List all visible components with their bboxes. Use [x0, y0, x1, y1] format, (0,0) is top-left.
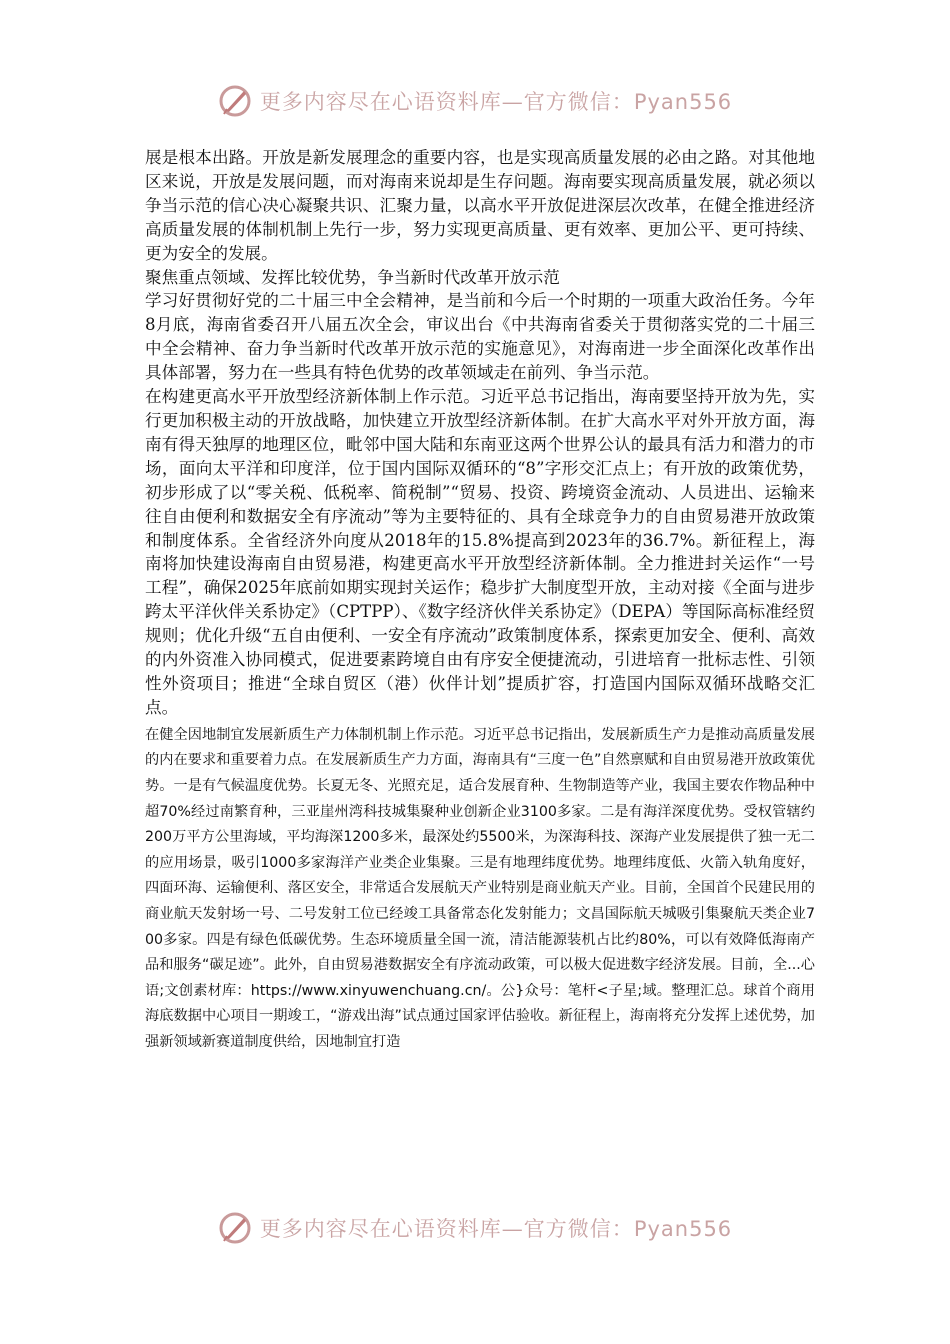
quill-logo-icon: [218, 1211, 252, 1245]
document-body: [145, 146, 815, 1055]
paragraph: 学习好贯彻好党的二十届三中全会精神，是当前和今后一个时期的一项重大政治任务。今年8月底，海南省委召开八届五次全会，审议出台《中共海南省委关于贯彻落实党的二十届三中全会精神、奋力争当新时代改革开放示范的实施意见》，对海南进一步全面深化改革作出具体部署，努力在一些具有特色优势的改革领域走在前列、争当示范。: [145, 291, 815, 383]
paragraph: 在构建更高水平开放型经济新体制上作示范。习近平总书记指出，海南要坚持开放为先，实行更加积极主动的开放战略，加快建立开放型经济新体制。在扩大高水平对外开放方面，海南有得天独厚的地理区位，毗邻中国大陆和东南亚这两个世界公认的最具有活力和潜力的市场，面向太平洋和印度洋，位于国内国际双循环的“8”字形交汇点上；有开放的政策优势，初步形成了以“零关税、低税率、简税制”“贸易、投资、跨境资金流动、人员进出、运输来往自由便利和数据安全有序流动”等为主要特征的、具有全球竞争力的自由贸易港开放政策和制度体系。全省经济外向度从2018年的15.8%提高到2023年的36.7%。新征程上，海南将加快建设海南自由贸易港，构建更高水平开放型经济新体制。全力推进封关运作“一号工程”，确保2025年底前如期实现封关运作；稳步扩大制度型开放，主动对接《全面与进步跨太平洋伙伴关系协定》（CPTPP）、《数字经济伙伴关系协定》（DEPA）等国际高标准经贸规则；优化升级“五自由便利、一安全有序流动”政策制度体系，探索更加安全、便利、高效的内外资准入协同模式，促进要素跨境自由有序安全便捷流动，引进培育一批标志性、引领性外资项目；推进“全球自贸区（港）伙伴计划”提质扩容，打造国内国际双循环战略交汇点。: [145, 387, 815, 717]
paragraph: 在健全因地制宜发展新质生产力体制机制上作示范。习近平总书记指出，发展新质生产力是推动高质量发展的内在要求和重要着力点。在发展新质生产力方面，海南具有“三度一色”自然禀赋和自由贸易港开放政策优势。一是有气候温度优势。长夏无冬、光照充足，适合发展育种、生物制造等产业，我国主要农作物品种中超70%经过南繁育种，三亚崖州湾科技城集聚种业创新企业3100多家。二是有海洋深度优势。受权管辖约200万平方公里海域，平均海深1200多米，最深处约5500米，为深海科技、深海产业发展提供了独一无二的应用场景，吸引1000多家海洋产业类企业集聚。三是有地理纬度优势。地理纬度低、火箭入轨角度好，四面环海、运输便利、落区安全，非常适合发展航天产业特别是商业航天产业。目前，全国首个民建民用的商业航天发射场一号、二号发射工位已经竣工具备常态化发射能力；文昌国际航天城吸引集聚航天类企业700多家。四是有绿色低碳优势。生态环境质量全国一流，清洁能源装机占比约80%，可以有效降低海南产品和服务“碳足迹”。此外，自由贸易港数据安全有序流动政策，可以极大促进数字经济发展。目前，全...心语;文创素材库：https://www.xinyuwenchuang.cn/。公}众号：笔杆<子星;域。整理汇总。球首个商用海底数据中心项目一期竣工，“游戏出海”试点通过国家评估验收。新征程上，海南将充分发挥上述优势，加强新领域新赛道制度供给，因地制宜打造: [145, 726, 815, 1050]
watermark-text: 更多内容尽在心语资料库—官方微信：Pyan556: [259, 90, 733, 114]
serif-section: [145, 146, 815, 720]
section-heading: 聚焦重点领域、发挥比较优势，争当新时代改革开放示范: [145, 267, 560, 287]
watermark-text: 更多内容尽在心语资料库—官方微信：Pyan556: [259, 1217, 733, 1241]
sans-section: [145, 723, 815, 1056]
quill-logo-icon: [218, 84, 252, 118]
footer-watermark: [0, 1211, 950, 1245]
header-watermark: [0, 84, 950, 118]
paragraph: 展是根本出路。开放是新发展理念的重要内容，也是实现高质量发展的必由之路。对其他地区来说，开放是发展问题，而对海南来说却是生存问题。海南要实现高质量发展，就必须以争当示范的信心决心凝聚共识、汇聚力量，以高水平开放促进深层次改革，在健全推进经济高质量发展的体制机制上先行一步，努力实现更高质量、更有效率、更加公平、更可持续、更为安全的发展。: [145, 148, 815, 263]
